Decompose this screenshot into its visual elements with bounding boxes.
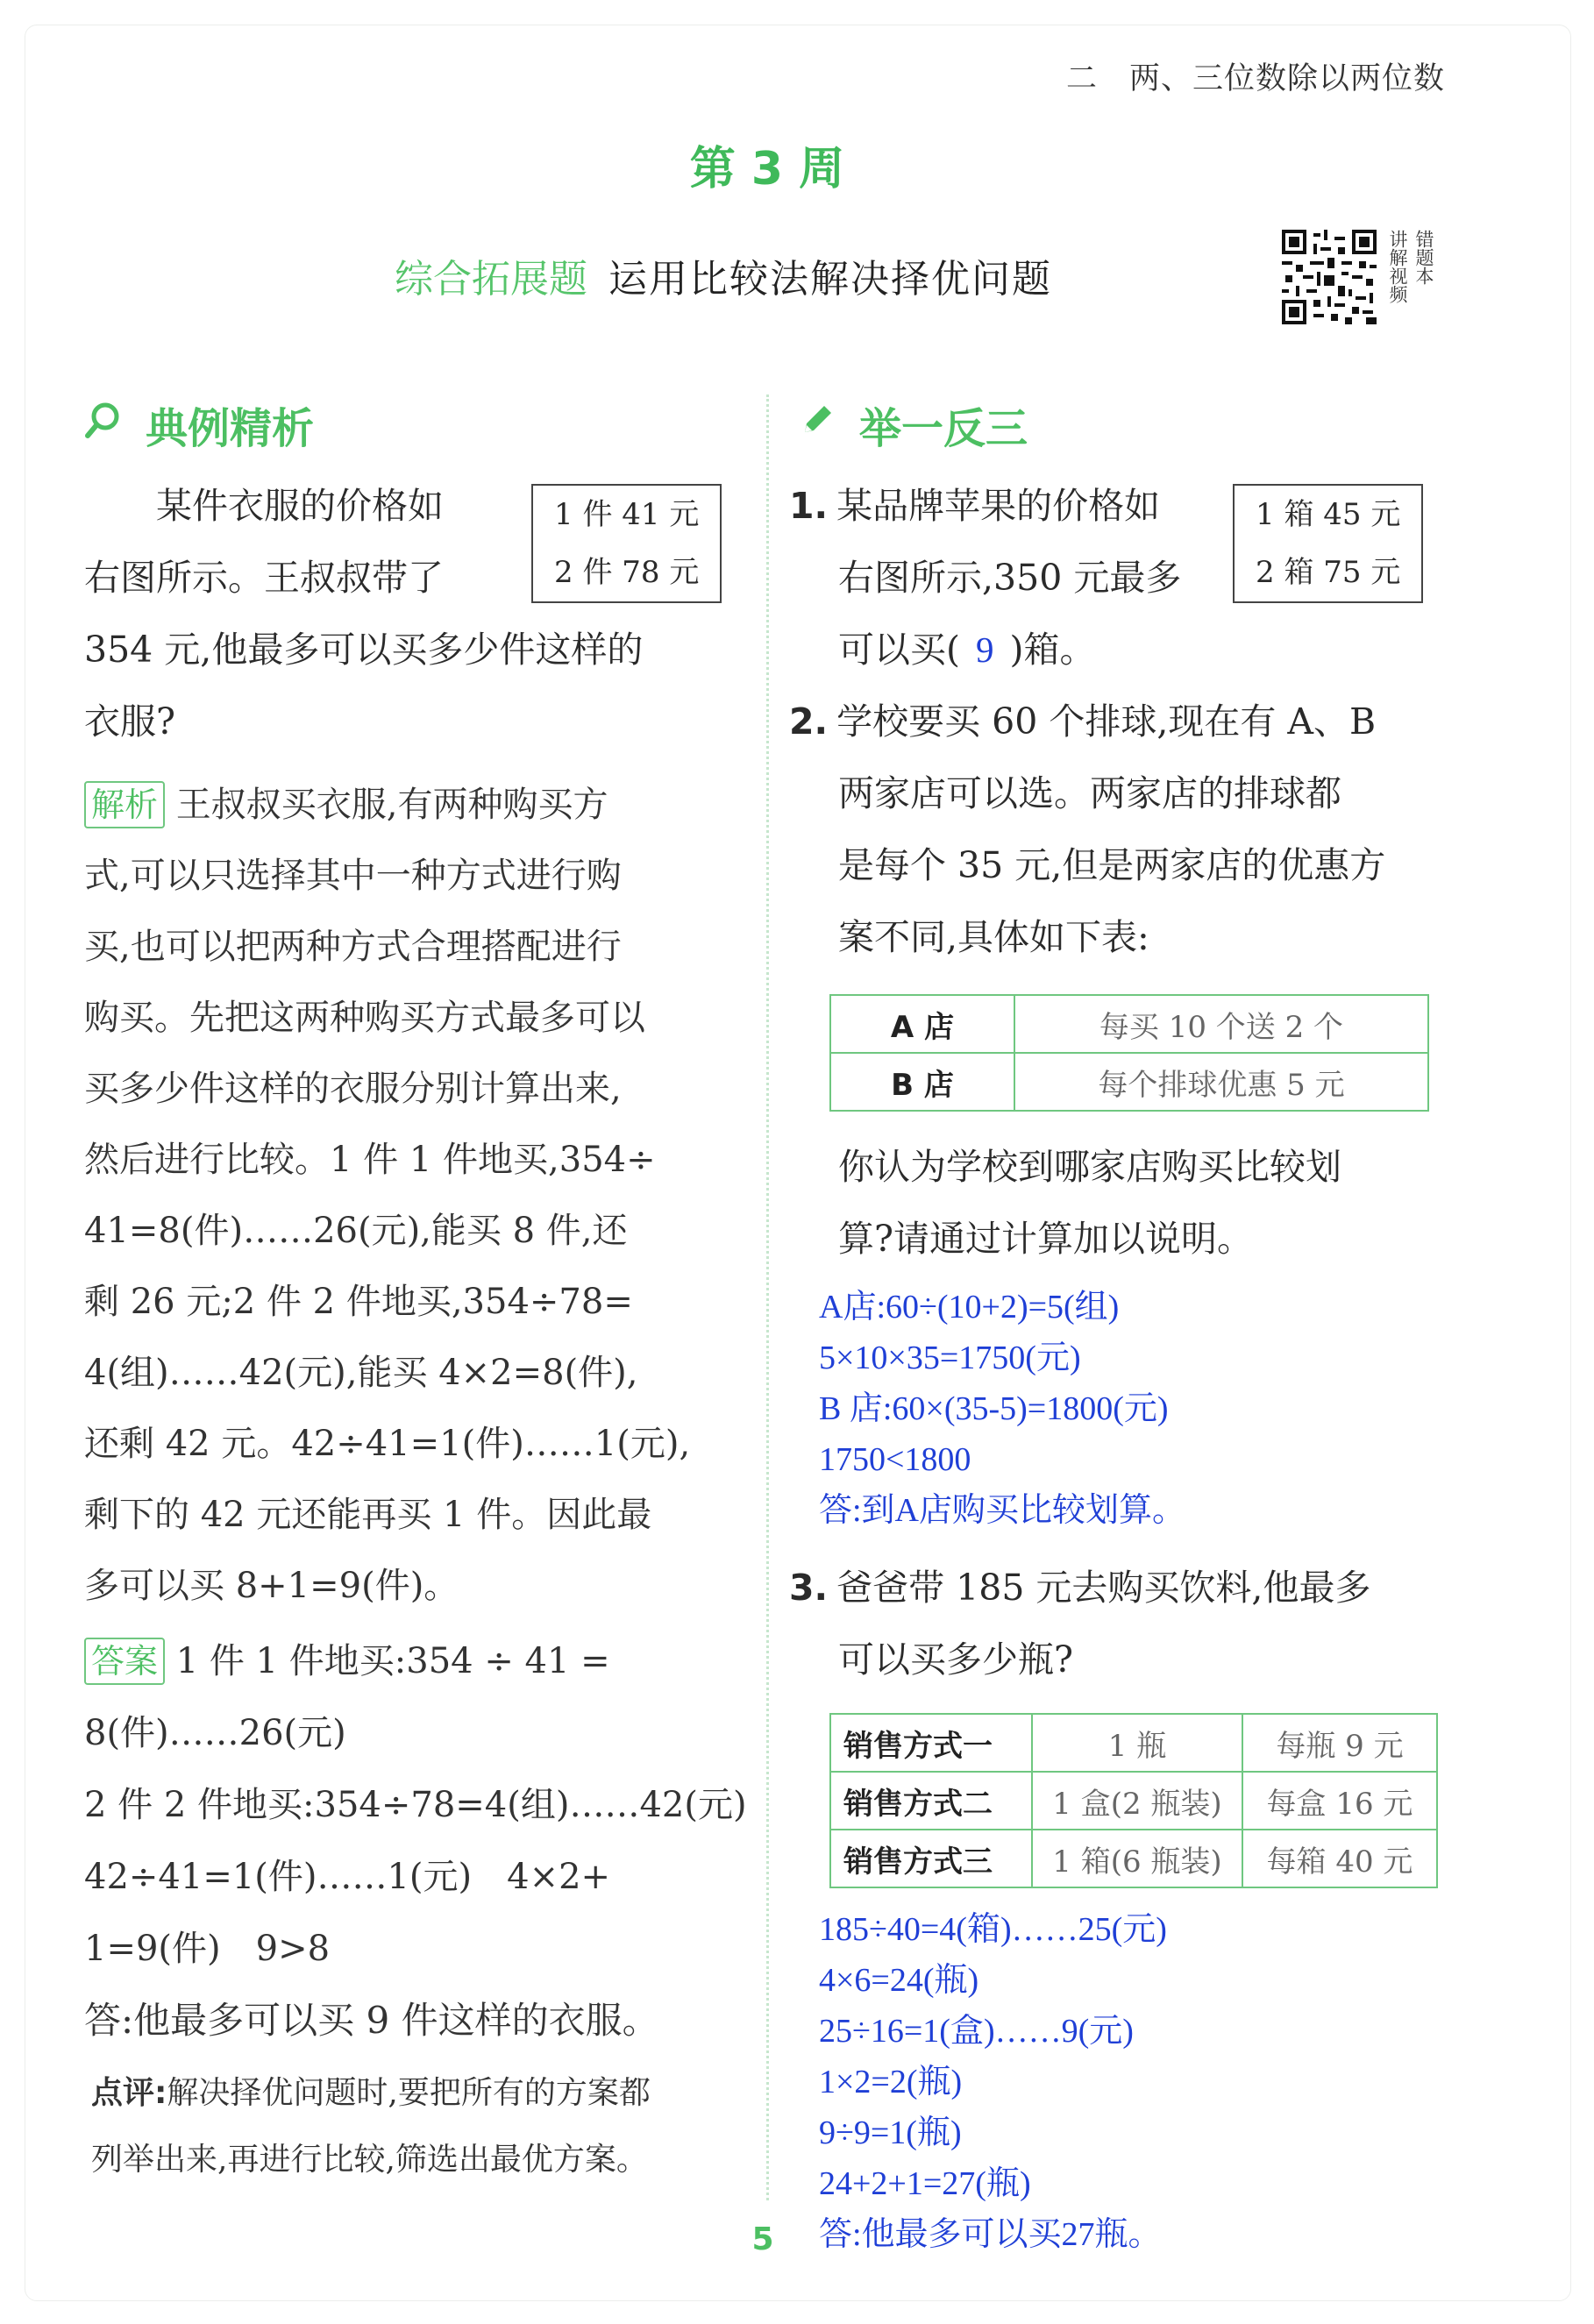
price-line: 2 箱 75 元 (1256, 555, 1401, 590)
question-line: 两家店可以选。两家店的排球都 (838, 772, 1341, 814)
analysis-block (84, 770, 751, 1622)
analysis-line: 剩 26 元;2 件 2 件地买,354÷78= (84, 1282, 633, 1322)
solution-line: 1750<1800 (819, 1441, 971, 1478)
pencil-icon (798, 401, 836, 450)
question-line: 学校要买 60 个排球,现在有 A、B (836, 700, 1377, 743)
price-line: 1 箱 45 元 (1256, 497, 1401, 532)
comment-block (91, 2060, 766, 2193)
question-line: 可以买多少瓶? (838, 1638, 1073, 1681)
problem-line: 衣服? (84, 700, 175, 743)
analysis-tag: 解析 (84, 781, 165, 828)
analysis-line: 式,可以只选择其中一种方式进行购 (84, 856, 622, 896)
qr-caption-video: 讲解视频 (1387, 230, 1408, 303)
qr-code-icon[interactable] (1282, 230, 1377, 324)
analysis-line: 买,也可以把两种方式合理搭配进行 (84, 927, 622, 967)
problem-line: 354 元,他最多可以买多少件这样的 (84, 629, 644, 671)
topic-row (395, 247, 1052, 303)
table-row (830, 1772, 1437, 1830)
answer-blank-value[interactable]: 9 (976, 629, 994, 670)
table-cell: 1 盒(2 瓶装) (1032, 1772, 1242, 1830)
table-cell: 每箱 40 元 (1242, 1830, 1437, 1887)
solution-line: 185÷40=4(箱)……25(元) (819, 1911, 1167, 1948)
answer-line: 2 件 2 件地买:354÷78=4(组)……42(元) (84, 1785, 747, 1825)
table-cell: 每瓶 9 元 (1242, 1714, 1437, 1772)
sales-method-table (829, 1713, 1438, 1888)
analysis-line: 购买。先把这两种购买方式最多可以 (84, 998, 645, 1038)
apple-price-box (1233, 484, 1423, 603)
topic-tag: 综合拓展题 (395, 257, 587, 302)
answer-line: 答:他最多可以买 9 件这样的衣服。 (84, 1999, 659, 2042)
comment-label: 点评: (91, 2075, 167, 2111)
table-cell: B 店 (830, 1053, 1014, 1111)
solution-line: B 店:60×(35-5)=1800(元) (819, 1390, 1169, 1427)
question-line: 算?请通过计算加以说明。 (838, 1218, 1253, 1260)
table-row (830, 995, 1428, 1053)
question-line: 某品牌苹果的价格如 (836, 485, 1161, 527)
answer-line: 42÷41=1(件)……1(元) 4×2+ (84, 1857, 611, 1897)
table-cell: 销售方式一 (830, 1714, 1032, 1772)
problem-line: 右图所示。王叔叔带了 (84, 557, 444, 599)
topic-title: 运用比较法解决择优问题 (608, 257, 1052, 302)
solution-line: 9÷9=1(瓶) (819, 2114, 962, 2151)
analysis-line: 4(组)……42(元),能买 4×2=8(件), (84, 1353, 638, 1393)
right-section-heading (798, 394, 1028, 455)
price-line: 1 件 41 元 (554, 497, 700, 532)
magnifier-icon (84, 401, 123, 450)
table-row (830, 1830, 1437, 1887)
price-line: 2 件 78 元 (554, 555, 700, 590)
chapter-header: 二 两、三位数除以两位数 (1065, 61, 1445, 96)
solution-line: 24+2+1=27(瓶) (819, 2165, 1031, 2202)
left-section-heading (84, 394, 314, 455)
question-2 (789, 686, 1455, 973)
question-number: 2. (789, 700, 829, 743)
answer-line: 1=9(件) 9>8 (84, 1929, 331, 1969)
analysis-line: 然后进行比较。1 件 1 件地买,354÷ (84, 1140, 656, 1180)
analysis-line: 41=8(件)……26(元),能买 8 件,还 (84, 1211, 628, 1251)
question-line: 爸爸带 185 元去购买饮料,他最多 (836, 1567, 1371, 1609)
question-3-solution (819, 1904, 1167, 2260)
question-line: 你认为学校到哪家店购买比较划 (838, 1146, 1341, 1188)
analysis-line: 多可以买 8+1=9(件)。 (84, 1566, 459, 1606)
comment-line: 解决择优问题时,要把所有的方案都 (167, 2075, 651, 2111)
comment-line: 列举出来,再进行比较,筛选出最优方案。 (91, 2142, 648, 2178)
solution-line: 1×2=2(瓶) (819, 2064, 963, 2100)
answer-block (84, 1625, 759, 2057)
question-3 (789, 1552, 1455, 1695)
question-line: 案不同,具体如下表: (838, 916, 1149, 958)
qr-caption (1387, 230, 1448, 335)
qr-caption-errors: 错题本 (1413, 230, 1434, 285)
solution-line: 25÷16=1(盒)……9(元) (819, 2013, 1134, 2050)
page-number: 5 (751, 2221, 774, 2257)
table-cell: 销售方式二 (830, 1772, 1032, 1830)
analysis-line: 买多少件这样的衣服分别计算出来, (84, 1069, 622, 1109)
table-row (830, 1053, 1428, 1111)
table-cell: 每盒 16 元 (1242, 1772, 1437, 1830)
solution-line: 4×6=24(瓶) (819, 1962, 979, 1999)
week-title: 第 3 周 (689, 143, 845, 195)
question-2-solution (819, 1282, 1185, 1536)
store-offer-table (829, 994, 1429, 1112)
solution-line: 答:到A店购买比较划算。 (819, 1492, 1186, 1529)
question-2-ask (838, 1131, 1469, 1275)
table-row (830, 1714, 1437, 1772)
question-line: 可以买( (838, 629, 960, 671)
solution-line: 答:他最多可以买27瓶。 (819, 2216, 1162, 2253)
problem-line: 某件衣服的价格如 (156, 485, 444, 527)
answer-tag: 答案 (84, 1638, 165, 1685)
left-heading-text: 典例精析 (146, 404, 315, 453)
solution-line: A店:60÷(10+2)=5(组) (819, 1289, 1120, 1325)
answer-line: 8(件)……26(元) (84, 1713, 346, 1753)
question-number: 3. (789, 1567, 829, 1609)
table-cell: 1 箱(6 瓶装) (1032, 1830, 1242, 1887)
solution-line: 5×10×35=1750(元) (819, 1340, 1081, 1376)
analysis-line: 还剩 42 元。42÷41=1(件)……1(元), (84, 1424, 691, 1464)
analysis-line: 剩下的 42 元还能再买 1 件。因此最 (84, 1495, 652, 1535)
clothing-price-box (531, 484, 722, 603)
analysis-line: 王叔叔买衣服,有两种购买方 (175, 785, 608, 825)
question-line: 右图所示,350 元最多 (838, 557, 1182, 599)
table-cell: 每个排球优惠 5 元 (1014, 1053, 1428, 1111)
answer-line: 1 件 1 件地买:354 ÷ 41 = (175, 1641, 610, 1681)
question-line: )箱。 (1009, 629, 1096, 671)
table-cell: 每买 10 个送 2 个 (1014, 995, 1428, 1053)
table-cell: A 店 (830, 995, 1014, 1053)
question-number: 1. (789, 485, 829, 527)
table-cell: 1 瓶 (1032, 1714, 1242, 1772)
table-cell: 销售方式三 (830, 1830, 1032, 1887)
question-line: 是每个 35 元,但是两家店的优惠方 (838, 844, 1386, 886)
right-heading-text: 举一反三 (859, 404, 1028, 453)
